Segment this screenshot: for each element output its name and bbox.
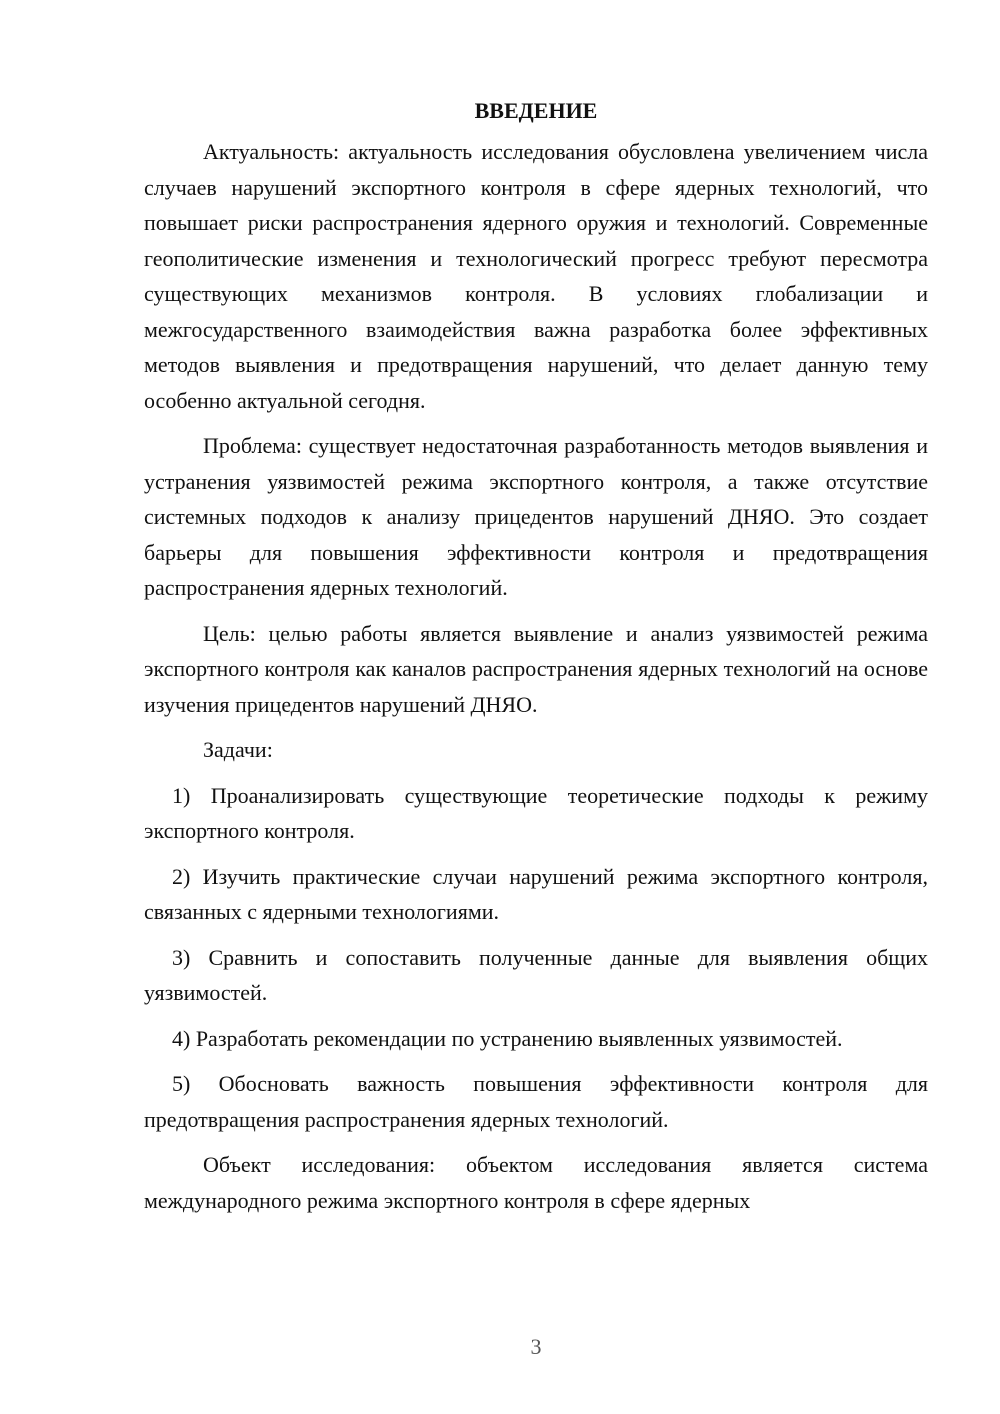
task-item: 5) Обосновать важность повышения эффективности контроля для предотвращения распространения ядерных технологий. [144, 1071, 928, 1132]
tasks-label: Задачи: [203, 737, 273, 762]
task-item: 3) Сравнить и сопоставить полученные данные для выявления общих уязвимостей. [144, 944, 928, 1005]
task-item: 1) Проанализировать существующие теоретические подходы к режиму экспортного контроля. [144, 782, 928, 843]
page-number: 3 [530, 1334, 542, 1359]
task-item: 4) Разработать рекомендации по устранению выявленных уязвимостей. [172, 1025, 843, 1051]
tasks-list [144, 778, 928, 1138]
document-page [144, 96, 928, 1228]
goal-paragraph: Цель: целью работы является выявление и анализ уязвимостей режима экспортного контроля как каналов распространения ядерных технологий на основе изучения прицедентов нарушений ДНЯО. [144, 620, 928, 717]
relevance-paragraph: Актуальность: актуальность исследования обусловлена увеличением числа случаев нарушений экспортного контроля в сфере ядерных технологий, что повышает риски распространения ядерного оружия и технологий. Современные геополитические изменения и технологический прогресс требуют пересмотра существующих механизмов контроля. В условиях глобализации и межгосударственного взаимодействия важна разработка более эффективных методов выявления и предотвращения нарушений, что делает данную тему особенно актуальной сегодня. [144, 139, 928, 413]
task-item: 2) Изучить практические случаи нарушений режима экспортного контроля, связанных с ядерными технологиями. [144, 863, 928, 924]
section-heading: ВВЕДЕНИЕ [474, 98, 598, 123]
problem-paragraph: Проблема: существует недостаточная разработанность методов выявления и устранения уязвимостей режима экспортного контроля, а также отсутствие системных подходов к анализу прицедентов нарушений ДНЯО. Это создает барьеры для повышения эффективности контроля и предотвращения распространения ядерных технологий. [144, 433, 928, 600]
object-paragraph: Объект исследования: объектом исследования является система международного режима экспортного контроля в сфере ядерных [144, 1152, 928, 1213]
